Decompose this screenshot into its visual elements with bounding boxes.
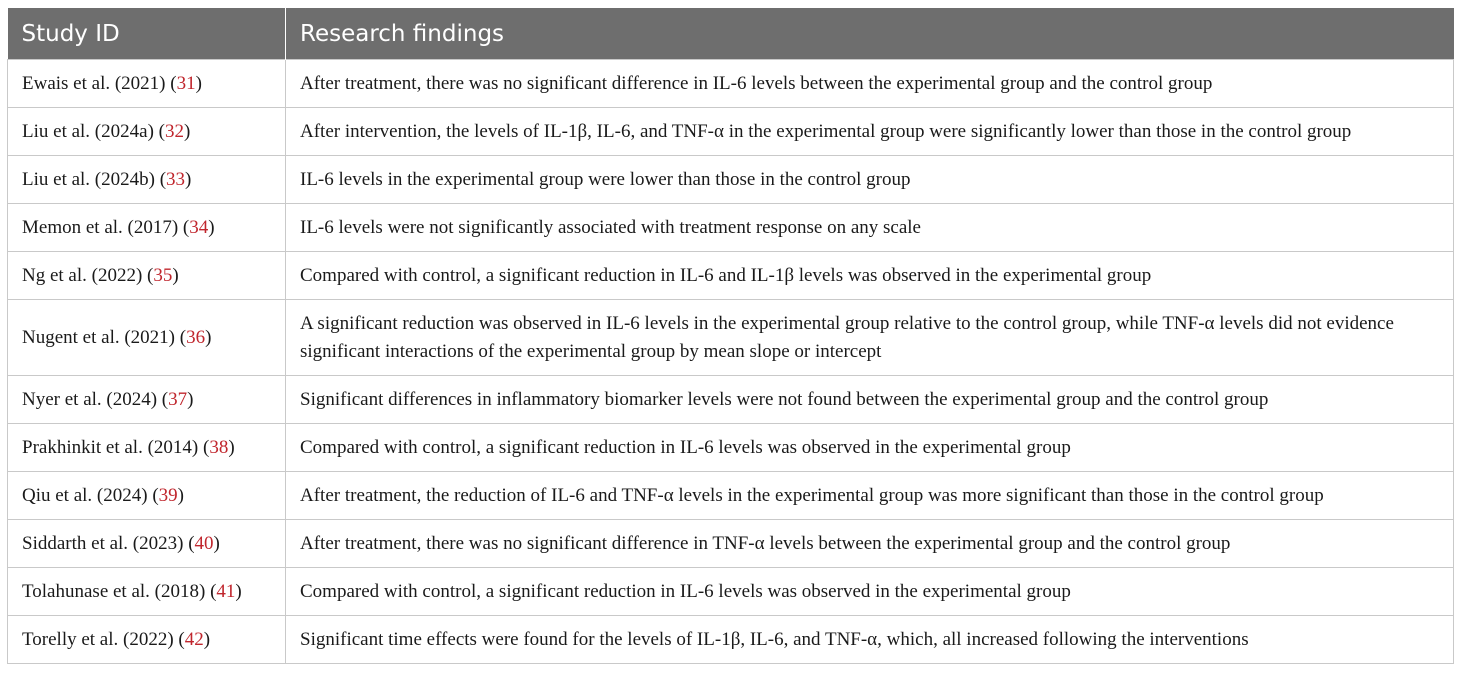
table-row — [8, 424, 1454, 472]
study-id-cell: Torelly et al. (2022) (42) — [8, 616, 286, 664]
reference-link[interactable]: 31 — [176, 72, 196, 94]
finding-cell: Compared with control, a significant reduction in IL-6 levels was observed in the experimental group — [286, 424, 1454, 472]
table-row — [8, 300, 1454, 376]
table-row — [8, 204, 1454, 252]
header-study-id: Study ID — [8, 8, 286, 60]
finding-cell: After intervention, the levels of IL-1β, IL-6, and TNF-α in the experimental group were significantly lower than those in the control group — [286, 108, 1454, 156]
reference-link[interactable]: 32 — [164, 120, 184, 142]
table-header-row — [8, 8, 1454, 60]
study-id-cell: Qiu et al. (2024) (39) — [8, 472, 286, 520]
reference-link[interactable]: 38 — [209, 436, 229, 458]
study-id-cell: Siddarth et al. (2023) (40) — [8, 520, 286, 568]
table-row — [8, 156, 1454, 204]
reference-link[interactable]: 39 — [158, 484, 178, 506]
reference-link[interactable]: 36 — [186, 326, 206, 348]
table-row — [8, 616, 1454, 664]
study-id-cell: Nugent et al. (2021) (36) — [8, 300, 286, 376]
table-row — [8, 252, 1454, 300]
finding-cell: Significant time effects were found for the levels of IL-1β, IL-6, and TNF-α, which, all increased following the interventions — [286, 616, 1454, 664]
findings-table-container — [7, 8, 1453, 664]
reference-link[interactable]: 34 — [189, 216, 209, 238]
table-row — [8, 472, 1454, 520]
table-row — [8, 568, 1454, 616]
finding-cell: IL-6 levels in the experimental group were lower than those in the control group — [286, 156, 1454, 204]
study-id-cell: Ewais et al. (2021) (31) — [8, 60, 286, 108]
reference-link[interactable]: 35 — [153, 264, 173, 286]
reference-link[interactable]: 33 — [166, 168, 186, 190]
finding-cell: IL-6 levels were not significantly associated with treatment response on any scale — [286, 204, 1454, 252]
reference-link[interactable]: 40 — [194, 532, 214, 554]
finding-cell: Compared with control, a significant reduction in IL-6 levels was observed in the experimental group — [286, 568, 1454, 616]
finding-cell: After treatment, the reduction of IL-6 and TNF-α levels in the experimental group was more significant than those in the control group — [286, 472, 1454, 520]
table-row — [8, 520, 1454, 568]
findings-table — [7, 8, 1454, 664]
finding-cell: A significant reduction was observed in IL-6 levels in the experimental group relative to the control group, while TNF-α levels did not evidence significant interactions of the experimental group by mean slope or intercept — [286, 300, 1454, 376]
table-row — [8, 60, 1454, 108]
table-row — [8, 376, 1454, 424]
finding-cell: Significant differences in inflammatory biomarker levels were not found between the experimental group and the control group — [286, 376, 1454, 424]
study-id-cell: Prakhinkit et al. (2014) (38) — [8, 424, 286, 472]
study-id-cell: Liu et al. (2024b) (33) — [8, 156, 286, 204]
finding-cell: After treatment, there was no significant difference in TNF-α levels between the experimental group and the control group — [286, 520, 1454, 568]
finding-cell: After treatment, there was no significant difference in IL-6 levels between the experimental group and the control group — [286, 60, 1454, 108]
table-row — [8, 108, 1454, 156]
finding-cell: Compared with control, a significant reduction in IL-6 and IL-1β levels was observed in the experimental group — [286, 252, 1454, 300]
study-id-cell: Nyer et al. (2024) (37) — [8, 376, 286, 424]
study-id-cell: Tolahunase et al. (2018) (41) — [8, 568, 286, 616]
study-id-cell: Ng et al. (2022) (35) — [8, 252, 286, 300]
reference-link[interactable]: 37 — [168, 388, 188, 410]
reference-link[interactable]: 42 — [184, 628, 204, 650]
study-id-cell: Liu et al. (2024a) (32) — [8, 108, 286, 156]
reference-link[interactable]: 41 — [216, 580, 236, 602]
header-research-findings: Research findings — [286, 8, 1454, 60]
study-id-cell: Memon et al. (2017) (34) — [8, 204, 286, 252]
